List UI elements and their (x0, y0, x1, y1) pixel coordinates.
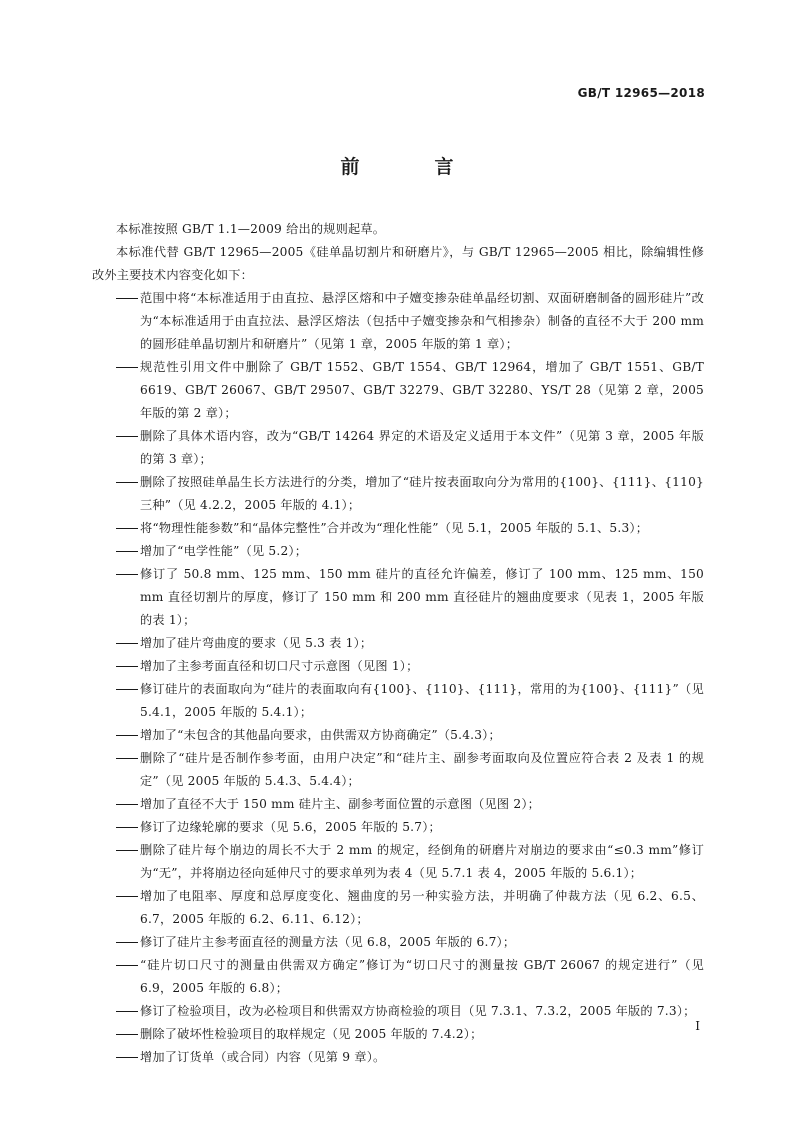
list-item (92, 471, 704, 517)
paragraph-drafting-rule: 本标准按照 GB/T 1.1—2009 给出的规则起草。 (116, 222, 386, 236)
list-item-text: 将“物理性能参数”和“晶体完整性”合并改为“理化性能”（见 5.1，2005 年版的 5.1、5.3）； (140, 521, 649, 535)
list-item-text: 增加了“未包含的其他晶向要求，由供需双方协商确定”（5.4.3）； (140, 728, 501, 742)
dash-bullet (116, 298, 138, 299)
list-item-text: 增加了“电学性能”（见 5.2）； (140, 544, 308, 558)
list-item-text: 删除了具体术语内容，改为“GB/T 14264 界定的术语及定义适用于本文件”（见第 3 章，2005 年版的第 3 章）； (140, 429, 704, 466)
list-item (92, 287, 704, 356)
dash-bullet (116, 850, 138, 851)
list-item-text: 修订了边缘轮廓的要求（见 5.6，2005 年版的 5.7）； (140, 820, 441, 834)
list-item (92, 885, 704, 931)
dash-bullet (116, 551, 138, 552)
dash-bullet (116, 528, 138, 529)
dash-bullet (116, 1057, 138, 1058)
list-item-text: 删除了硅片每个崩边的周长不大于 2 mm 的规定，经倒角的研磨片对崩边的要求由“≤0.3 mm”修订为“无”，并将崩边径向延伸尺寸的要求单列为表 4（见 5.7.1 表 4，2005 年版的 5.6.1）； (140, 843, 704, 880)
dash-bullet (116, 367, 138, 368)
list-item (92, 655, 704, 678)
paragraph-replacement-note: 本标准代替 GB/T 12965—2005《硅单晶切割片和研磨片》，与 GB/T 12965—2005 相比，除编辑性修改外主要技术内容变化如下： (92, 245, 704, 282)
list-item-text: 范围中将“本标准适用于由直拉、悬浮区熔和中子嬗变掺杂硅单晶经切割、双面研磨制备的圆形硅片”改为“本标准适用于由直拉法、悬浮区熔法（包括中子嬗变掺杂和气相掺杂）制备的直径不大于 200 mm 的圆形硅单晶切割片和研磨片”（见第 1 章，2005 年版的第 1 章）； (140, 291, 704, 351)
dash-bullet (116, 896, 138, 897)
list-item-text: 修订了检验项目，改为必检项目和供需双方协商检验的项目（见 7.3.1、7.3.2，2005 年版的 7.3）； (140, 1004, 696, 1018)
list-item (92, 678, 704, 724)
document-body (92, 218, 704, 1069)
dash-bullet (116, 689, 138, 690)
standard-number: GB/T 12965—2018 (577, 86, 705, 100)
list-item (92, 816, 704, 839)
dash-bullet (116, 965, 138, 966)
page-number: I (695, 1019, 700, 1033)
list-item (92, 954, 704, 1000)
dash-bullet (116, 758, 138, 759)
list-item-text: 修订硅片的表面取向为“硅片的表面取向有{100}、{110}、{111}，常用的为{100}、{111}”（见 5.4.1，2005 年版的 5.4.1）； (140, 682, 704, 719)
list-item-text: 增加了订货单（或合同）内容（见第 9 章）。 (140, 1050, 386, 1064)
list-item (92, 563, 704, 632)
list-item-text: 修订了硅片主参考面直径的测量方法（见 6.8，2005 年版的 6.7）； (140, 935, 516, 949)
dash-bullet (116, 643, 138, 644)
dash-bullet (116, 666, 138, 667)
list-item (92, 425, 704, 471)
dash-bullet (116, 482, 138, 483)
list-item-text: 修订了 50.8 mm、125 mm、150 mm 硅片的直径允许偏差，修订了 100 mm、125 mm、150 mm 直径切割片的厚度，修订了 150 mm 和 200 mm 直径硅片的翘曲度要求（见表 1，2005 年版的表 1）； (140, 567, 704, 627)
list-item-text: 增加了主参考面直径和切口尺寸示意图（见图 1）； (140, 659, 419, 673)
list-item-text: 删除了按照硅单晶生长方法进行的分类，增加了“硅片按表面取向分为常用的{100}、{111}、{110}三种”（见 4.2.2，2005 年版的 4.1）； (140, 475, 704, 512)
list-item (92, 839, 704, 885)
dash-bullet (116, 735, 138, 736)
list-item (92, 724, 704, 747)
list-item (92, 1000, 704, 1023)
list-item-text: 增加了直径不大于 150 mm 硅片主、副参考面位置的示意图（见图 2）； (140, 797, 540, 811)
dash-bullet (116, 804, 138, 805)
dash-bullet (116, 436, 138, 437)
dash-bullet (116, 1034, 138, 1035)
list-item (92, 1023, 704, 1046)
list-item-text: 删除了“硅片是否制作参考面，由用户决定”和“硅片主、副参考面取向及位置应符合表 2 及表 1 的规定”（见 2005 年版的 5.4.3、5.4.4）； (140, 751, 704, 788)
list-item (92, 517, 704, 540)
list-item-text: 规范性引用文件中删除了 GB/T 1552、GB/T 1554、GB/T 12964，增加了 GB/T 1551、GB/T 6619、GB/T 26067、GB/T 29507、GB/T 32279、GB/T 32280、YS/T 28（见第 2 章，2005 年版的第 2 章）； (140, 360, 704, 420)
dash-bullet (116, 827, 138, 828)
list-item-text: 增加了硅片弯曲度的要求（见 5.3 表 1）； (140, 636, 373, 650)
dash-bullet (116, 942, 138, 943)
list-item (92, 747, 704, 793)
list-item-text: 增加了电阻率、厚度和总厚度变化、翘曲度的另一种实验方法，并明确了仲裁方法（见 6.2、6.5、6.7，2005 年版的 6.2、6.11、6.12）； (140, 889, 704, 926)
change-list (92, 287, 704, 1069)
list-item (92, 356, 704, 425)
list-item-text: “硅片切口尺寸的测量由供需双方确定”修订为“切口尺寸的测量按 GB/T 26067 的规定进行”（见 6.9，2005 年版的 6.8）； (140, 958, 704, 995)
list-item (92, 632, 704, 655)
dash-bullet (116, 1011, 138, 1012)
list-item (92, 793, 704, 816)
list-item (92, 931, 704, 954)
list-item-text: 删除了破坏性检验项目的取样规定（见 2005 年版的 7.4.2）； (140, 1027, 483, 1041)
page-title: 前 言 (340, 156, 482, 178)
list-item (92, 1046, 704, 1069)
list-item (92, 540, 704, 563)
dash-bullet (116, 574, 138, 575)
